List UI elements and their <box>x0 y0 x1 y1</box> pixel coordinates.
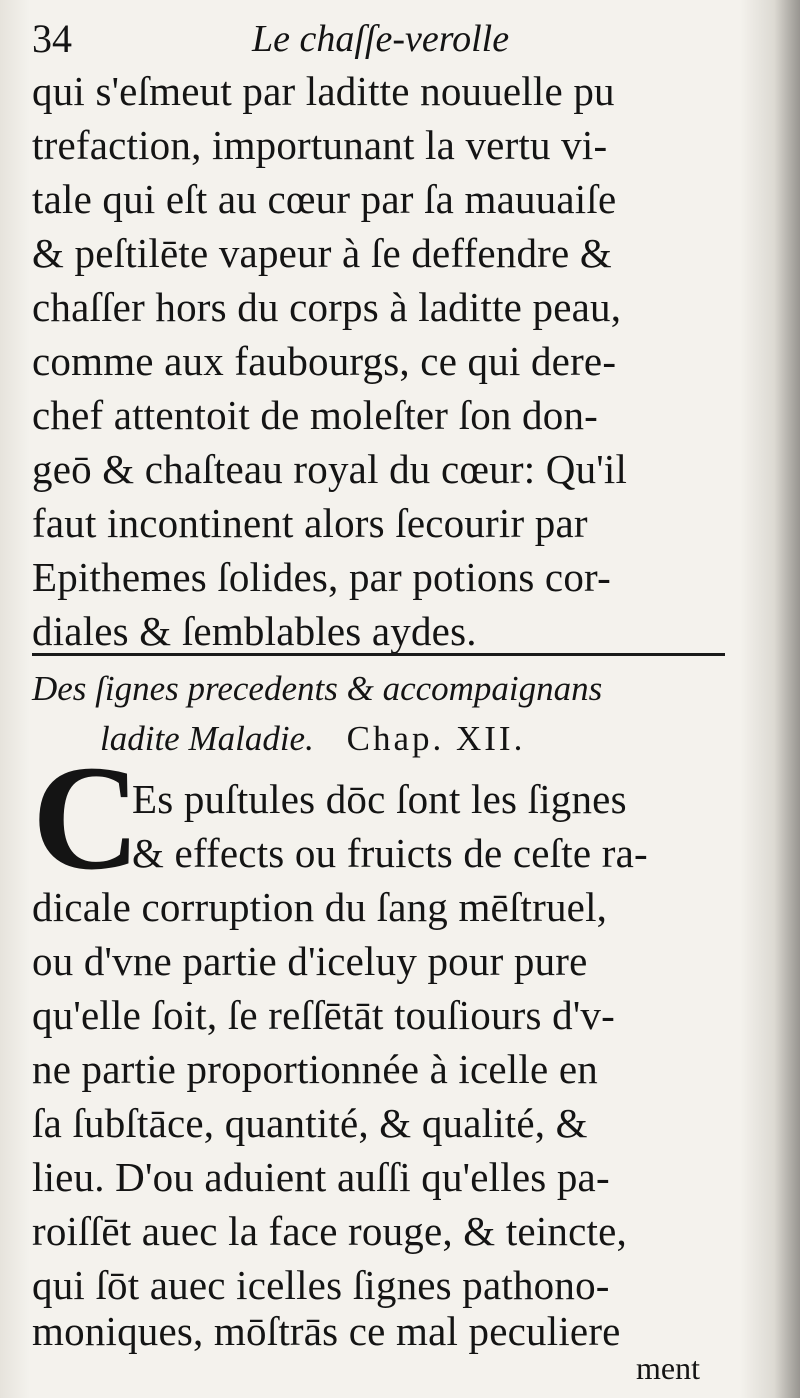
body-line: comme aux faubourgs, ce qui dere- <box>32 338 617 384</box>
chapter-line: roiſſēt auec la face rouge, & teincte, <box>32 1208 627 1254</box>
chapter-line: dicale corruption du ſang mēſtruel, <box>32 884 608 930</box>
chapter-title-subject: ladite Maladie. <box>100 719 314 758</box>
chapter-line: qui ſōt auec icelles ſignes pathono- <box>32 1262 610 1308</box>
chapter-title-line <box>100 714 800 764</box>
chapter-line: moniques, mōſtrās ce mal peculiere <box>32 1308 621 1354</box>
catchword: ment <box>636 1350 700 1386</box>
page-header <box>30 14 730 64</box>
body-line: faut incontinent alors ſecourir par <box>32 500 588 546</box>
body-line: & peſtilēte vapeur à ſe deffendre & <box>32 230 612 276</box>
body-line: diales & ſemblables aydes. <box>32 608 477 654</box>
body-line: Epithemes ſolides, par potions cor- <box>32 554 611 600</box>
chapter-line: ou d'vne partie d'iceluy pour pure <box>32 938 588 984</box>
body-line: trefaction, importunant la vertu vi- <box>32 122 608 168</box>
body-line: qui s'eſmeut par laditte nouuelle pu <box>32 68 615 114</box>
body-line: tale qui eſt au cœur par ſa mauuaiſe <box>32 176 617 222</box>
body-line: geō & chaſteau royal du cœur: Qu'il <box>32 446 628 492</box>
chapter-line: Es puſtules dōc ſont les ſignes <box>132 776 627 822</box>
running-title: Le chaſſe-verolle <box>252 18 510 60</box>
body-line: chaſſer hors du corps à laditte peau, <box>32 284 622 330</box>
drop-cap: C <box>32 735 141 901</box>
section-divider <box>32 653 725 660</box>
chapter-line: lieu. D'ou aduient auſſi qu'elles pa- <box>32 1154 610 1200</box>
chapter-line: ne partie proportionnée à icelle en <box>32 1046 598 1092</box>
chapter-line: ſa ſubſtāce, quantité, & qualité, & <box>32 1100 588 1146</box>
page-number: 34 <box>32 16 72 61</box>
chapter-number: Chap. XII. <box>346 719 526 758</box>
chapter-line: & effects ou fruicts de ceſte ra- <box>132 830 648 876</box>
body-line: chef attentoit de moleſter ſon don- <box>32 392 599 438</box>
chapter-line: qu'elle ſoit, ſe reſſētāt touſiours d'v- <box>32 992 615 1038</box>
chapter-title-line: Des ſignes precedents & accompaignans <box>32 669 603 708</box>
page-edge-shadow <box>774 0 800 1398</box>
